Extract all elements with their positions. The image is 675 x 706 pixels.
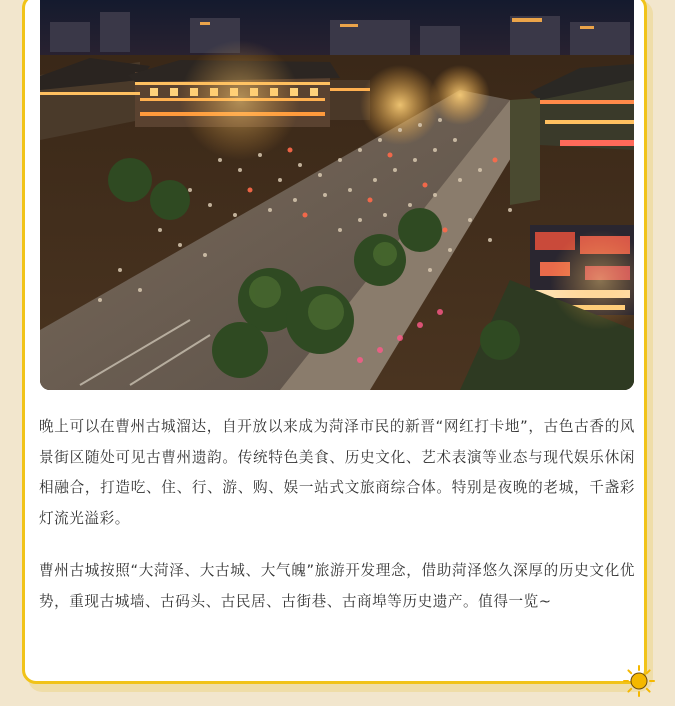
article-paragraph-2: 曹州古城按照“大菏泽、大古城、大气魄”旅游开发理念，借助菏泽悠久深厚的历史文化优势，重现古城墙、古码头、古民居、古街巷、古商埠等历史遗产。值得一览~ (39, 562, 635, 610)
night-old-town-photo (40, 0, 634, 390)
sun-icon (622, 664, 656, 698)
article-paragraph-1: 晚上可以在曹州古城溜达，自开放以来成为菏泽市民的新晋“网红打卡地”，古色古香的风景街区随处可见古曹州遗韵。传统特色美食、历史文化、艺术表演等业态与现代娱乐休闲相融合，打造吃、住、行、游、购、娱一站式文旅商综合体。特别是夜晚的老城，千盏彩灯流光溢彩。 (39, 418, 635, 527)
